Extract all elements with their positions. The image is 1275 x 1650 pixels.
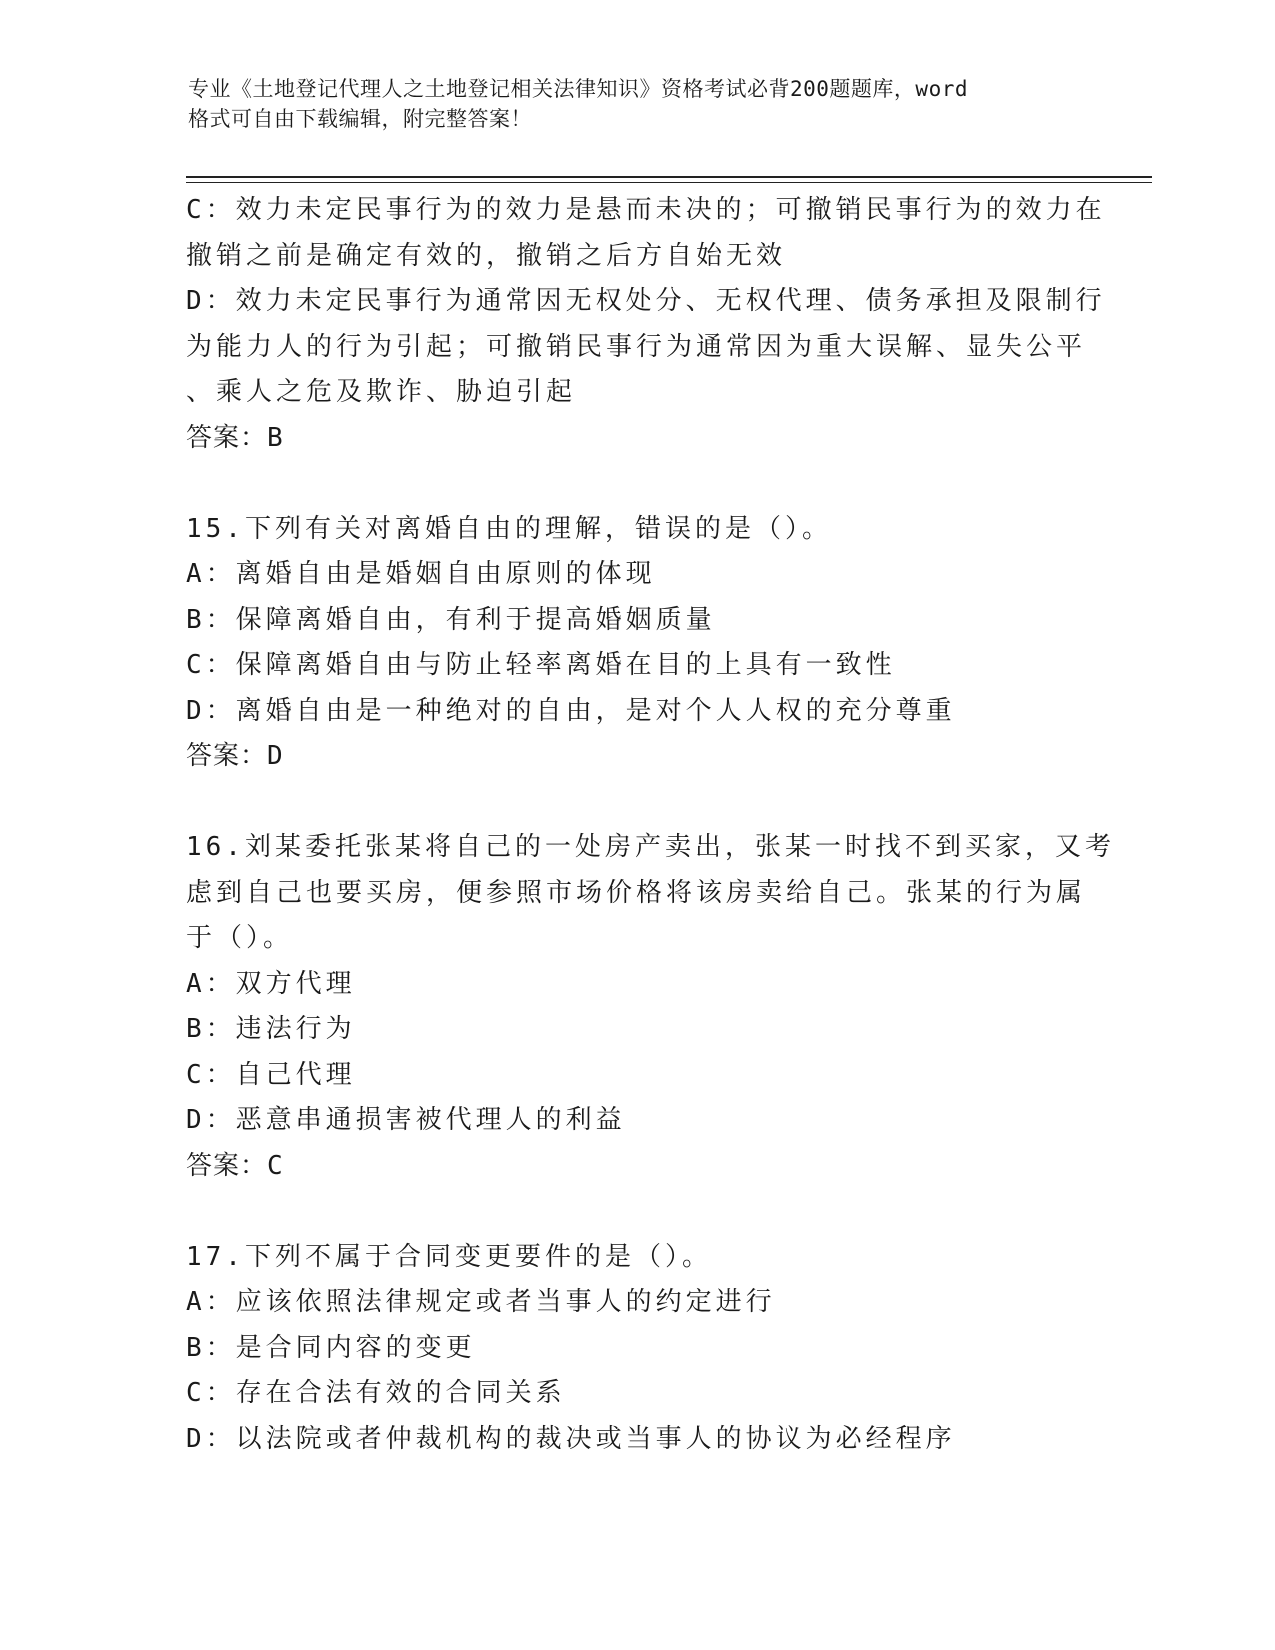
question-15-option-a: A：离婚自由是婚姻自由原则的体现: [186, 559, 656, 589]
question-15-option-b: B：保障离婚自由，有利于提高婚姻质量: [186, 604, 716, 635]
document-body: [186, 188, 1115, 1462]
question-15-text: 15.下列有关对离婚自由的理解，错误的是（）。: [186, 513, 832, 544]
spacer: [186, 461, 1086, 507]
answer-15: 答案：D: [186, 741, 284, 771]
option-d-line-2: 为能力人的行为引起；可撤销民事行为通常因为重大误解、显失公平: [186, 331, 1087, 362]
option-c-line-1: C：效力未定民事行为的效力是悬而未决的；可撤销民事行为的效力在: [186, 195, 1106, 225]
question-16-text-line-1: 16.刘某委托张某将自己的一处房产卖出，张某一时找不到买家，又考: [186, 832, 1115, 862]
question-17-option-c: C：存在合法有效的合同关系: [186, 1378, 566, 1408]
answer-16: 答案：C: [186, 1150, 284, 1181]
question-17: [186, 1235, 1086, 1463]
header-divider-thin: [186, 182, 1152, 183]
header-divider-thick: [186, 176, 1152, 178]
question-17-option-d: D：以法院或者仲裁机构的裁决或当事人的协议为必经程序: [186, 1423, 956, 1454]
option-d-line-1: D：效力未定民事行为通常因无权处分、无权代理、债务承担及限制行: [186, 286, 1106, 316]
question-14-carryover: [186, 188, 1106, 461]
question-15: [186, 507, 1086, 780]
spacer: [186, 780, 1086, 826]
question-15-option-d: D：离婚自由是一种绝对的自由，是对个人人权的充分尊重: [186, 695, 956, 726]
question-16: [186, 825, 1115, 1189]
question-15-option-c: C：保障离婚自由与防止轻率离婚在目的上具有一致性: [186, 650, 896, 680]
question-17-option-a: A：应该依照法律规定或者当事人的约定进行: [186, 1287, 776, 1317]
header-line-1: 专业《土地登记代理人之土地登记相关法律知识》资格考试必背200题题库，word: [188, 77, 968, 101]
answer-14: 答案：B: [186, 422, 284, 453]
question-16-text-line-3: 于（）。: [186, 923, 294, 953]
document-header: [188, 74, 1088, 134]
spacer: [186, 1189, 1086, 1235]
question-17-text: 17.下列不属于合同变更要件的是（）。: [186, 1241, 712, 1272]
option-c-line-2: 撤销之前是确定有效的，撤销之后方自始无效: [186, 240, 787, 271]
question-16-option-d: D：恶意串通损害被代理人的利益: [186, 1105, 626, 1135]
question-16-option-a: A：双方代理: [186, 968, 356, 999]
question-16-text-line-2: 虑到自己也要买房，便参照市场价格将该房卖给自己。张某的行为属: [186, 877, 1087, 908]
header-line-2: 格式可自由下载编辑，附完整答案！: [188, 107, 532, 131]
option-d-line-3: 、乘人之危及欺诈、胁迫引起: [186, 377, 577, 407]
question-16-option-c: C：自己代理: [186, 1059, 356, 1090]
question-17-option-b: B：是合同内容的变更: [186, 1332, 476, 1363]
question-16-option-b: B：违法行为: [186, 1014, 356, 1044]
